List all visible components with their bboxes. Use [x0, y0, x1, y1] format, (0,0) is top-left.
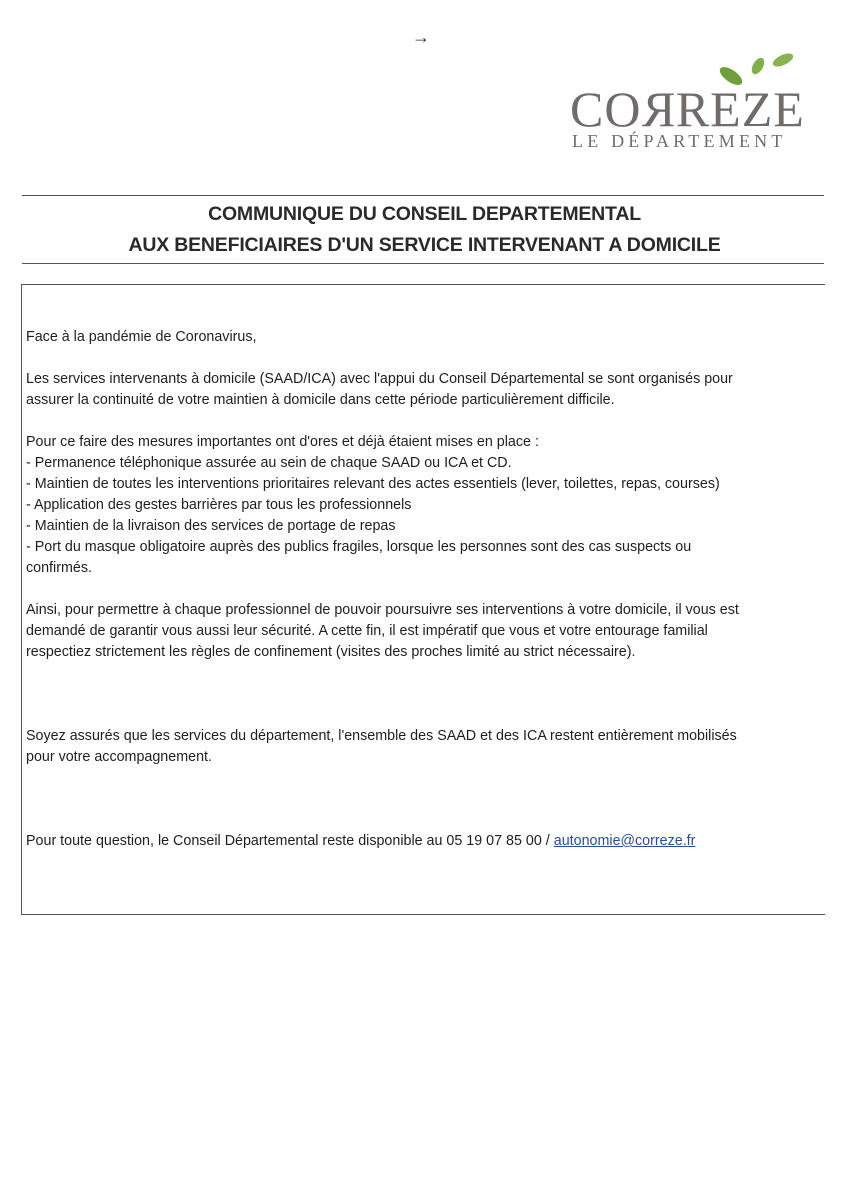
para2-line-1: Ainsi, pour permettre à chaque professionnel de pouvoir poursuivre ses interventions à votre domicile, il vous est: [26, 602, 739, 618]
correze-logo: [568, 48, 818, 158]
measure-item-continued: confirmés.: [26, 560, 92, 576]
para1-line-2: assurer la continuité de votre maintien à domicile dans cette période particulièrement difficile.: [26, 392, 615, 408]
measure-item: - Maintien de la livraison des services de portage de repas: [26, 518, 396, 534]
para2-line-3: respectiez strictement les règles de confinement (visites des proches limité au strict nécessaire).: [26, 644, 636, 660]
measure-item: - Port du masque obligatoire auprès des publics fragiles, lorsque les personnes sont des cas suspects ou: [26, 539, 692, 555]
title-line-1: COMMUNIQUE DU CONSEIL DEPARTEMENTAL: [208, 203, 641, 225]
arrow-icon: →: [412, 27, 430, 47]
para2-line-2: demandé de garantir vous aussi leur sécurité. A cette fin, il est impératif que vous et votre entourage familial: [26, 623, 708, 639]
contact-text: Pour toute question, le Conseil Départemental reste disponible au 05 19 07 85 00 /: [26, 833, 554, 849]
measures-intro: Pour ce faire des mesures importantes ont d'ores et déjà étaient mises en place :: [26, 434, 539, 450]
greeting: Face à la pandémie de Coronavirus,: [26, 329, 257, 345]
para3-line-1: Soyez assurés que les services du département, l'ensemble des SAAD et des ICA restent entièrement mobilisés: [26, 728, 737, 744]
contact-line: [26, 831, 695, 852]
measure-item: - Application des gestes barrières par tous les professionnels: [26, 497, 412, 513]
measure-item: - Permanence téléphonique assurée au sein de chaque SAAD ou ICA et CD.: [26, 455, 512, 471]
title-top-rule: [22, 195, 824, 196]
logo-wordmark: CORREZE: [570, 81, 805, 137]
email-link[interactable]: autonomie@correze.fr: [553, 833, 696, 849]
measure-item: - Maintien de toutes les interventions prioritaires relevant des actes essentiels (lever, toilettes, repas, courses): [26, 476, 720, 492]
title-bottom-rule: [22, 263, 824, 264]
para3-line-2: pour votre accompagnement.: [26, 749, 212, 765]
logo-subtitle: LE DÉPARTEMENT: [572, 131, 787, 151]
para1-line-1: Les services intervenants à domicile (SAAD/ICA) avec l'appui du Conseil Départemental se sont organisés pour: [26, 371, 733, 387]
title-line-2: AUX BENEFICIAIRES D'UN SERVICE INTERVENANT A DOMICILE: [128, 234, 721, 256]
